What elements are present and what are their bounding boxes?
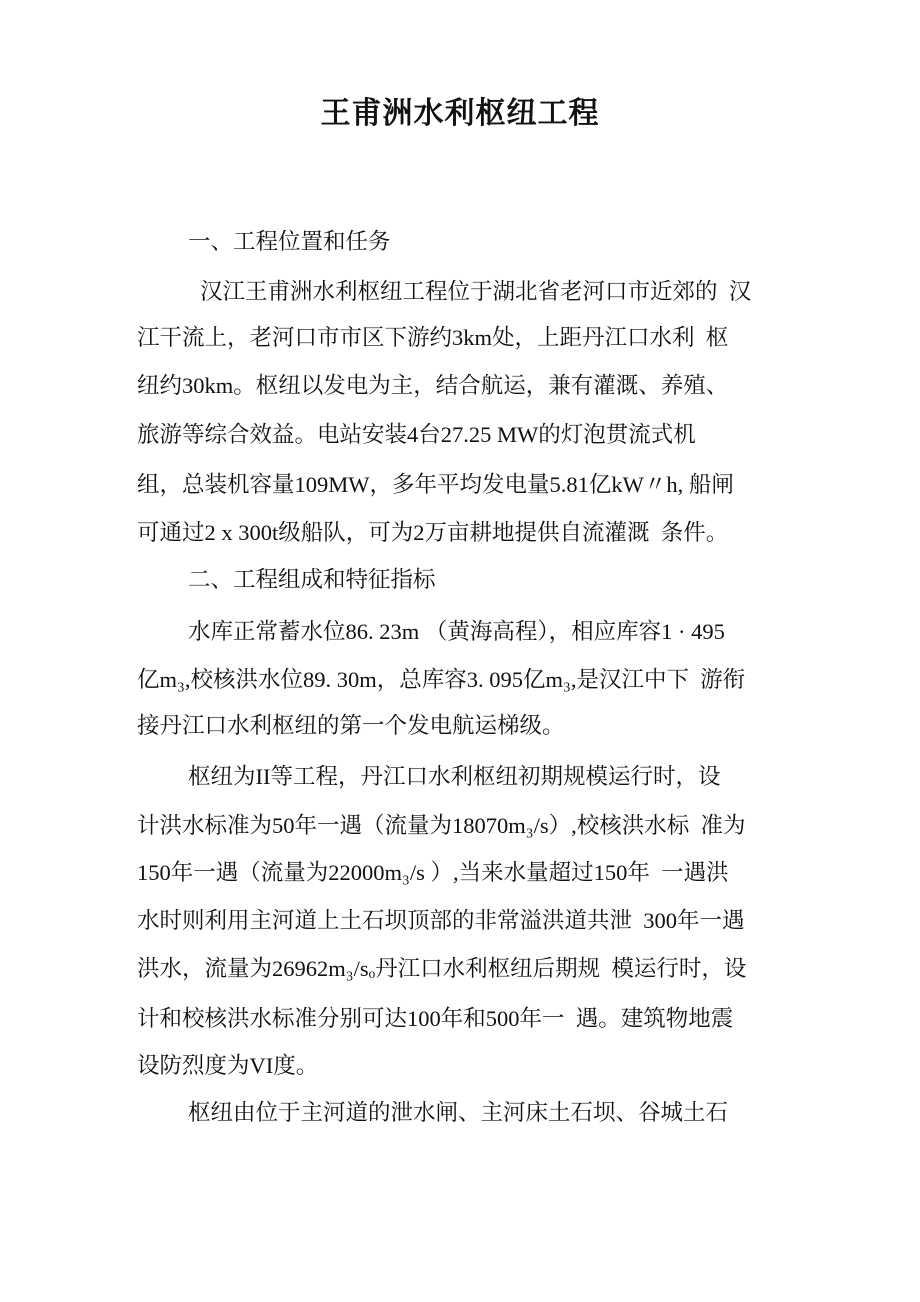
paragraph-line: 洪水，流量为26962m₃/sₒ丹江口水利枢纽后期规 模运行时，设: [137, 956, 747, 981]
paragraph-line: 枢纽为II等工程，丹江口水利枢纽初期规模运行时，设: [188, 764, 721, 789]
paragraph-line: 计和校核洪水标准分别可达100年和500年一 遇。建筑物地震: [137, 1006, 734, 1031]
page-title: 王甫洲水利枢纽工程: [320, 96, 600, 131]
paragraph-line: 计洪水标准为50年一遇（流量为18070m₃/s）,校核洪水标 准为: [137, 813, 746, 838]
paragraph-line: 水库正常蓄水位86. 23m （黄海高程），相应库容1 · 495: [188, 619, 725, 644]
paragraph-line: 旅游等综合效益。电站安装4台27.25 MW的灯泡贯流式机: [137, 422, 696, 447]
paragraph-line: 枢纽由位于主河道的泄水闸、主河床土石坝、谷城土石: [188, 1100, 729, 1125]
section-heading: 一、工程位置和任务: [188, 229, 391, 254]
paragraph-line: 组，总装机容量109MW，多年平均发电量5.81亿kW〃h, 船闸: [137, 472, 734, 497]
paragraph-line: 纽约30km。枢纽以发电为主，结合航运，兼有灌溉、养殖、: [137, 373, 729, 398]
paragraph-line: 设防烈度为VI度。: [137, 1053, 319, 1078]
paragraph-line: 江干流上，老河口市市区下游约3km处，上距丹江口水利 枢: [137, 325, 729, 350]
paragraph-line: 汉江王甫洲水利枢纽工程位于湖北省老河口市近郊的 汉: [200, 279, 752, 304]
paragraph-line: 接丹江口水利枢纽的第一个发电航运梯级。: [137, 713, 565, 738]
paragraph-line: 水时则利用主河道上土石坝顶部的非常溢洪道共泄 300年一遇: [137, 908, 745, 933]
paragraph-line: 亿m₃,校核洪水位89. 30m，总库容3. 095亿m₃,是汉江中下 游衔: [137, 667, 746, 692]
paragraph-line: 150年一遇（流量为22000m₃/s ）,当来水量超过150年 一遇洪: [137, 860, 729, 885]
paragraph-line: 可通过2 x 300t级船队，可为2万亩耕地提供自流灌溉 条件。: [137, 520, 729, 545]
section-heading: 二、工程组成和特征指标: [188, 567, 436, 592]
